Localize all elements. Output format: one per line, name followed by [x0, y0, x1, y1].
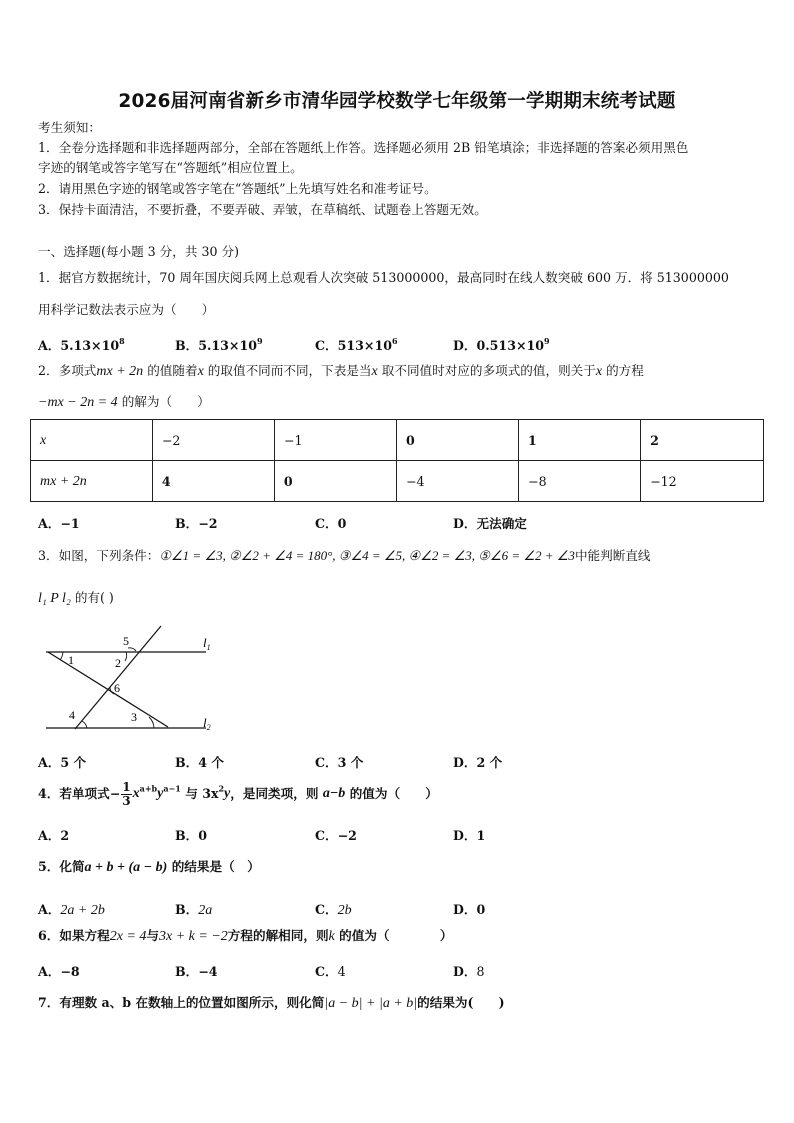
line-l2-label: $l_2$ [203, 715, 211, 732]
q5-option-b[interactable]: B．2a [175, 902, 213, 918]
q6-option-a[interactable]: A．−8 [38, 964, 80, 979]
angle-1-label: 1 [68, 653, 74, 667]
table-row [31, 461, 764, 502]
angle-5-label: 5 [123, 634, 129, 648]
table-cell: 2 [641, 420, 764, 461]
table-cell: mx + 2n [31, 461, 153, 502]
question-1-line-2: 用科学记数法表示应为（ ） [38, 302, 215, 317]
q4-option-a[interactable]: A．2 [38, 828, 70, 843]
q6-option-c[interactable]: C．4 [315, 964, 346, 979]
q3-option-c[interactable]: C．3 个 [315, 755, 364, 770]
notice-heading: 考生须知： [38, 120, 101, 135]
q2-option-a[interactable]: A．−1 [38, 516, 80, 531]
table-cell: 0 [396, 420, 518, 461]
q4-option-b[interactable]: B．0 [175, 828, 208, 843]
table-row [31, 420, 764, 461]
value-table [30, 419, 764, 502]
table-cell: −1 [274, 420, 396, 461]
q2-option-b[interactable]: B．−2 [175, 516, 218, 531]
table-cell: 4 [152, 461, 274, 502]
q3-option-b[interactable]: B．4 个 [175, 755, 224, 770]
angle-6-label: 6 [114, 681, 120, 695]
question-1-line-1: 1．据官方数据统计，70 周年国庆阅兵网上总观看人次突破 513000000，最高同时在线人数突破 600 万．将 513000000 [38, 270, 729, 285]
q1-option-a[interactable]: A．$5.13\times 10^8$ [38, 336, 125, 353]
table-cell: −8 [519, 461, 641, 502]
q5-option-a[interactable]: A．2a + 2b [38, 902, 105, 918]
table-cell: 0 [274, 461, 396, 502]
q5-option-c[interactable]: C．2b [315, 902, 352, 918]
q2-option-d[interactable]: D．无法确定 [453, 516, 527, 531]
table-cell: −2 [152, 420, 274, 461]
q1-option-c[interactable]: C．$513\times 10^6$ [315, 336, 398, 353]
table-cell: −12 [641, 461, 764, 502]
notice-item-1-line-1: 1．全卷分选择题和非选择题两部分，全部在答题纸上作答。选择题必须用 2B 铅笔填涂；非选择题的答案必须用黑色 [38, 140, 689, 155]
question-3-line-2: l₁ P l₂ 的有( ) [38, 590, 114, 606]
notice-item-1-line-2: 字迹的钢笔或答字笔写在“答题纸”相应位置上。 [38, 160, 303, 175]
parallel-lines-figure [30, 618, 230, 736]
q5-option-d[interactable]: D．0 [453, 902, 486, 917]
question-6: 6．如果方程2x = 4与3x + k = −2方程的解相同，则k 的值为（ ） [38, 928, 453, 944]
table-cell: 1 [519, 420, 641, 461]
angle-3-label: 3 [131, 710, 137, 724]
section-heading: 一、选择题(每小题 3 分，共 30 分) [38, 244, 240, 259]
q1-option-d[interactable]: D．$0.513\times 10^9$ [453, 336, 550, 353]
question-2-line-1: 2．多项式mx + 2n 的值随着x 的取值不同而不同，下表是当x 取不同值时对应的多项式的值，则关于x 的方程 [38, 363, 644, 379]
question-4: 4．若单项式− $\frac{1}{3}$ $x^{a+b}y^{a-1}$ 与 $3x^2y$，是同类项，则 a−b 的值为（ ） [38, 780, 438, 808]
angle-2-label: 2 [115, 656, 121, 670]
q6-option-b[interactable]: B．−4 [175, 964, 218, 979]
q3-option-d[interactable]: D．2 个 [453, 755, 503, 770]
question-5: 5．化简a + b + (a − b) 的结果是（ ） [38, 859, 260, 875]
notice-item-2: 2．请用黑色字迹的钢笔或答字笔在“答题纸”上先填写姓名和准考证号。 [38, 181, 437, 196]
question-7: 7．有理数 a、b 在数轴上的位置如图所示，则化简|a − b| + |a + b|的结果为( ) [38, 995, 505, 1011]
table-cell: −4 [396, 461, 518, 502]
q3-option-a[interactable]: A．5 个 [38, 755, 87, 770]
q1-option-b[interactable]: B．$5.13\times 10^9$ [175, 336, 263, 353]
notice-item-3: 3．保持卡面清洁，不要折叠，不要弄破、弄皱，在草稿纸、试题卷上答题无效。 [38, 202, 487, 217]
q4-option-d[interactable]: D．1 [453, 828, 486, 843]
question-2-line-2: −mx − 2n = 4 的解为（ ） [38, 394, 210, 410]
page-title: 2026届河南省新乡市清华园学校数学七年级第一学期期末统考试题 [118, 91, 676, 112]
fraction-one-third: $\frac{1}{3}$ [122, 780, 131, 808]
q2-option-c[interactable]: C．0 [315, 516, 347, 531]
q4-option-c[interactable]: C．−2 [315, 828, 357, 843]
question-3-line-1: 3．如图，下列条件：①∠1 = ∠3, ②∠2 + ∠4 = 180°, ③∠4 = ∠5, ④∠2 = ∠3, ⑤∠6 = ∠2 + ∠3中能判断直线 [38, 548, 651, 563]
q6-option-d[interactable]: D．8 [453, 964, 485, 979]
angle-4-label: 4 [69, 708, 75, 722]
line-l1-label: $l_1$ [203, 635, 211, 652]
table-cell: x [31, 420, 153, 461]
